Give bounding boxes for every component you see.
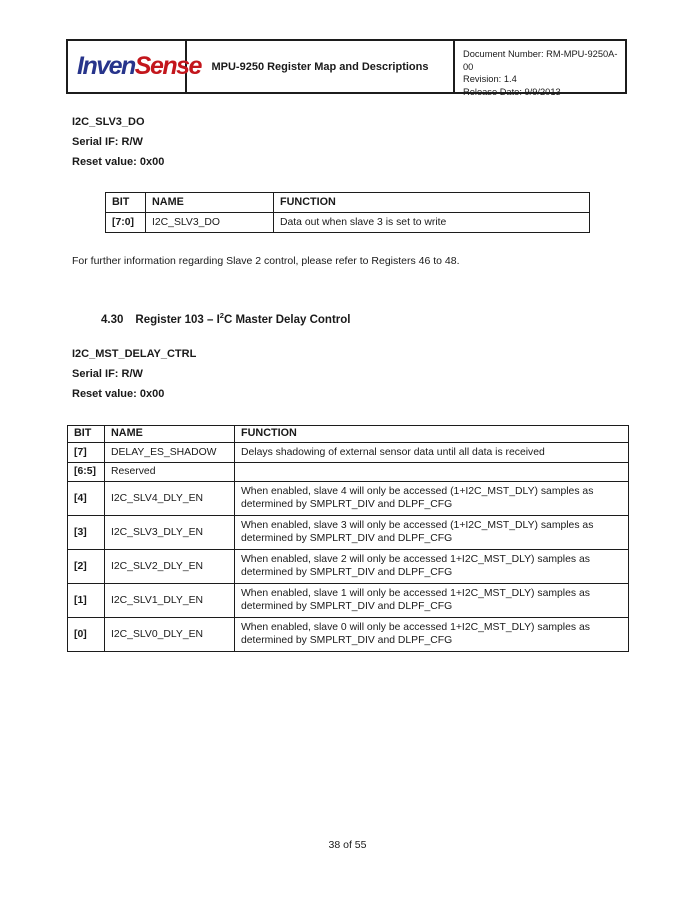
- function-cell: Data out when slave 3 is set to write: [274, 213, 590, 233]
- bit-cell: [6:5]: [68, 462, 105, 481]
- table-header-row: [68, 425, 629, 442]
- function-cell: When enabled, slave 0 will only be accessed 1+I2C_MST_DLY) samples as determined by SMPLRT_DIV and DLPF_CFG: [235, 617, 629, 651]
- name-cell: DELAY_ES_SHADOW: [105, 442, 235, 462]
- bit-cell: [1]: [68, 583, 105, 617]
- logo-inven-text: Inven: [77, 52, 135, 80]
- function-cell: When enabled, slave 2 will only be accessed 1+I2C_MST_DLY) samples as determined by SMPLRT_DIV and DLPF_CFG: [235, 549, 629, 583]
- bit-cell: [0]: [68, 617, 105, 651]
- table-row: [106, 213, 590, 233]
- name-cell: I2C_SLV3_DO: [146, 213, 274, 233]
- bit-cell: [2]: [68, 549, 105, 583]
- logo-sense-text: Sense: [134, 52, 201, 80]
- table-row: [68, 549, 629, 583]
- bit-cell: [3]: [68, 515, 105, 549]
- section-title-prefix: Register 103 – I: [135, 313, 220, 326]
- bit-cell: [7:0]: [106, 213, 146, 233]
- note-text: For further information regarding Slave 2 control, please refer to Registers 46 to 48.: [72, 255, 460, 267]
- function-cell: When enabled, slave 3 will only be accessed (1+I2C_MST_DLY) samples as determined by SMPLRT_DIV and DLPF_CFG: [235, 515, 629, 549]
- column-header-function: FUNCTION: [235, 425, 629, 442]
- register1-name: I2C_SLV3_DO: [72, 116, 145, 128]
- register1-reset-value: Reset value: 0x00: [72, 156, 165, 168]
- table-row: [68, 462, 629, 481]
- section-heading: [101, 311, 695, 326]
- document-title: MPU-9250 Register Map and Descriptions: [187, 41, 455, 92]
- column-header-function: FUNCTION: [274, 193, 590, 213]
- logo-cell: [68, 41, 201, 92]
- column-header-bit: BIT: [68, 425, 105, 442]
- table-row: [68, 442, 629, 462]
- invensense-logo: [77, 52, 201, 81]
- section-title: [135, 311, 351, 326]
- table-header-row: [106, 193, 590, 213]
- function-cell: When enabled, slave 4 will only be accessed (1+I2C_MST_DLY) samples as determined by SMPLRT_DIV and DLPF_CFG: [235, 481, 629, 515]
- table-row: [68, 515, 629, 549]
- name-cell: I2C_SLV0_DLY_EN: [105, 617, 235, 651]
- column-header-bit: BIT: [106, 193, 146, 213]
- page-number: 38 of 55: [328, 839, 367, 851]
- bit-cell: [7]: [68, 442, 105, 462]
- document-revision: Revision: 1.4: [463, 74, 517, 84]
- name-cell: I2C_SLV1_DLY_EN: [105, 583, 235, 617]
- column-header-name: NAME: [146, 193, 274, 213]
- name-cell: Reserved: [105, 462, 235, 481]
- document-header: [66, 39, 627, 97]
- table-row: [68, 617, 629, 651]
- section-title-suffix: C Master Delay Control: [223, 313, 351, 326]
- register1-bit-table: [105, 192, 590, 233]
- table-row: [68, 481, 629, 515]
- function-cell: Delays shadowing of external sensor data until all data is received: [235, 442, 629, 462]
- register2-serial-if: Serial IF: R/W: [72, 367, 143, 380]
- name-cell: I2C_SLV2_DLY_EN: [105, 549, 235, 583]
- name-cell: I2C_SLV4_DLY_EN: [105, 481, 235, 515]
- register2-name: I2C_MST_DELAY_CTRL: [72, 347, 197, 360]
- register2-reset-value: Reset value: 0x00: [72, 387, 165, 400]
- section-title-superscript: 2: [219, 311, 224, 320]
- function-cell: [235, 462, 629, 481]
- document-info: [455, 41, 625, 97]
- section-number: 4.30: [101, 313, 124, 326]
- bit-cell: [4]: [68, 481, 105, 515]
- column-header-name: NAME: [105, 425, 235, 442]
- document-number: Document Number: RM-MPU-9250A-00: [463, 49, 618, 72]
- function-cell: When enabled, slave 1 will only be accessed 1+I2C_MST_DLY) samples as determined by SMPLRT_DIV and DLPF_CFG: [235, 583, 629, 617]
- name-cell: I2C_SLV3_DLY_EN: [105, 515, 235, 549]
- document-release-date: Release Date: 9/9/2013: [463, 86, 561, 97]
- table-row: [68, 583, 629, 617]
- register1-serial-if: Serial IF: R/W: [72, 136, 143, 148]
- register2-bit-table: [67, 425, 629, 652]
